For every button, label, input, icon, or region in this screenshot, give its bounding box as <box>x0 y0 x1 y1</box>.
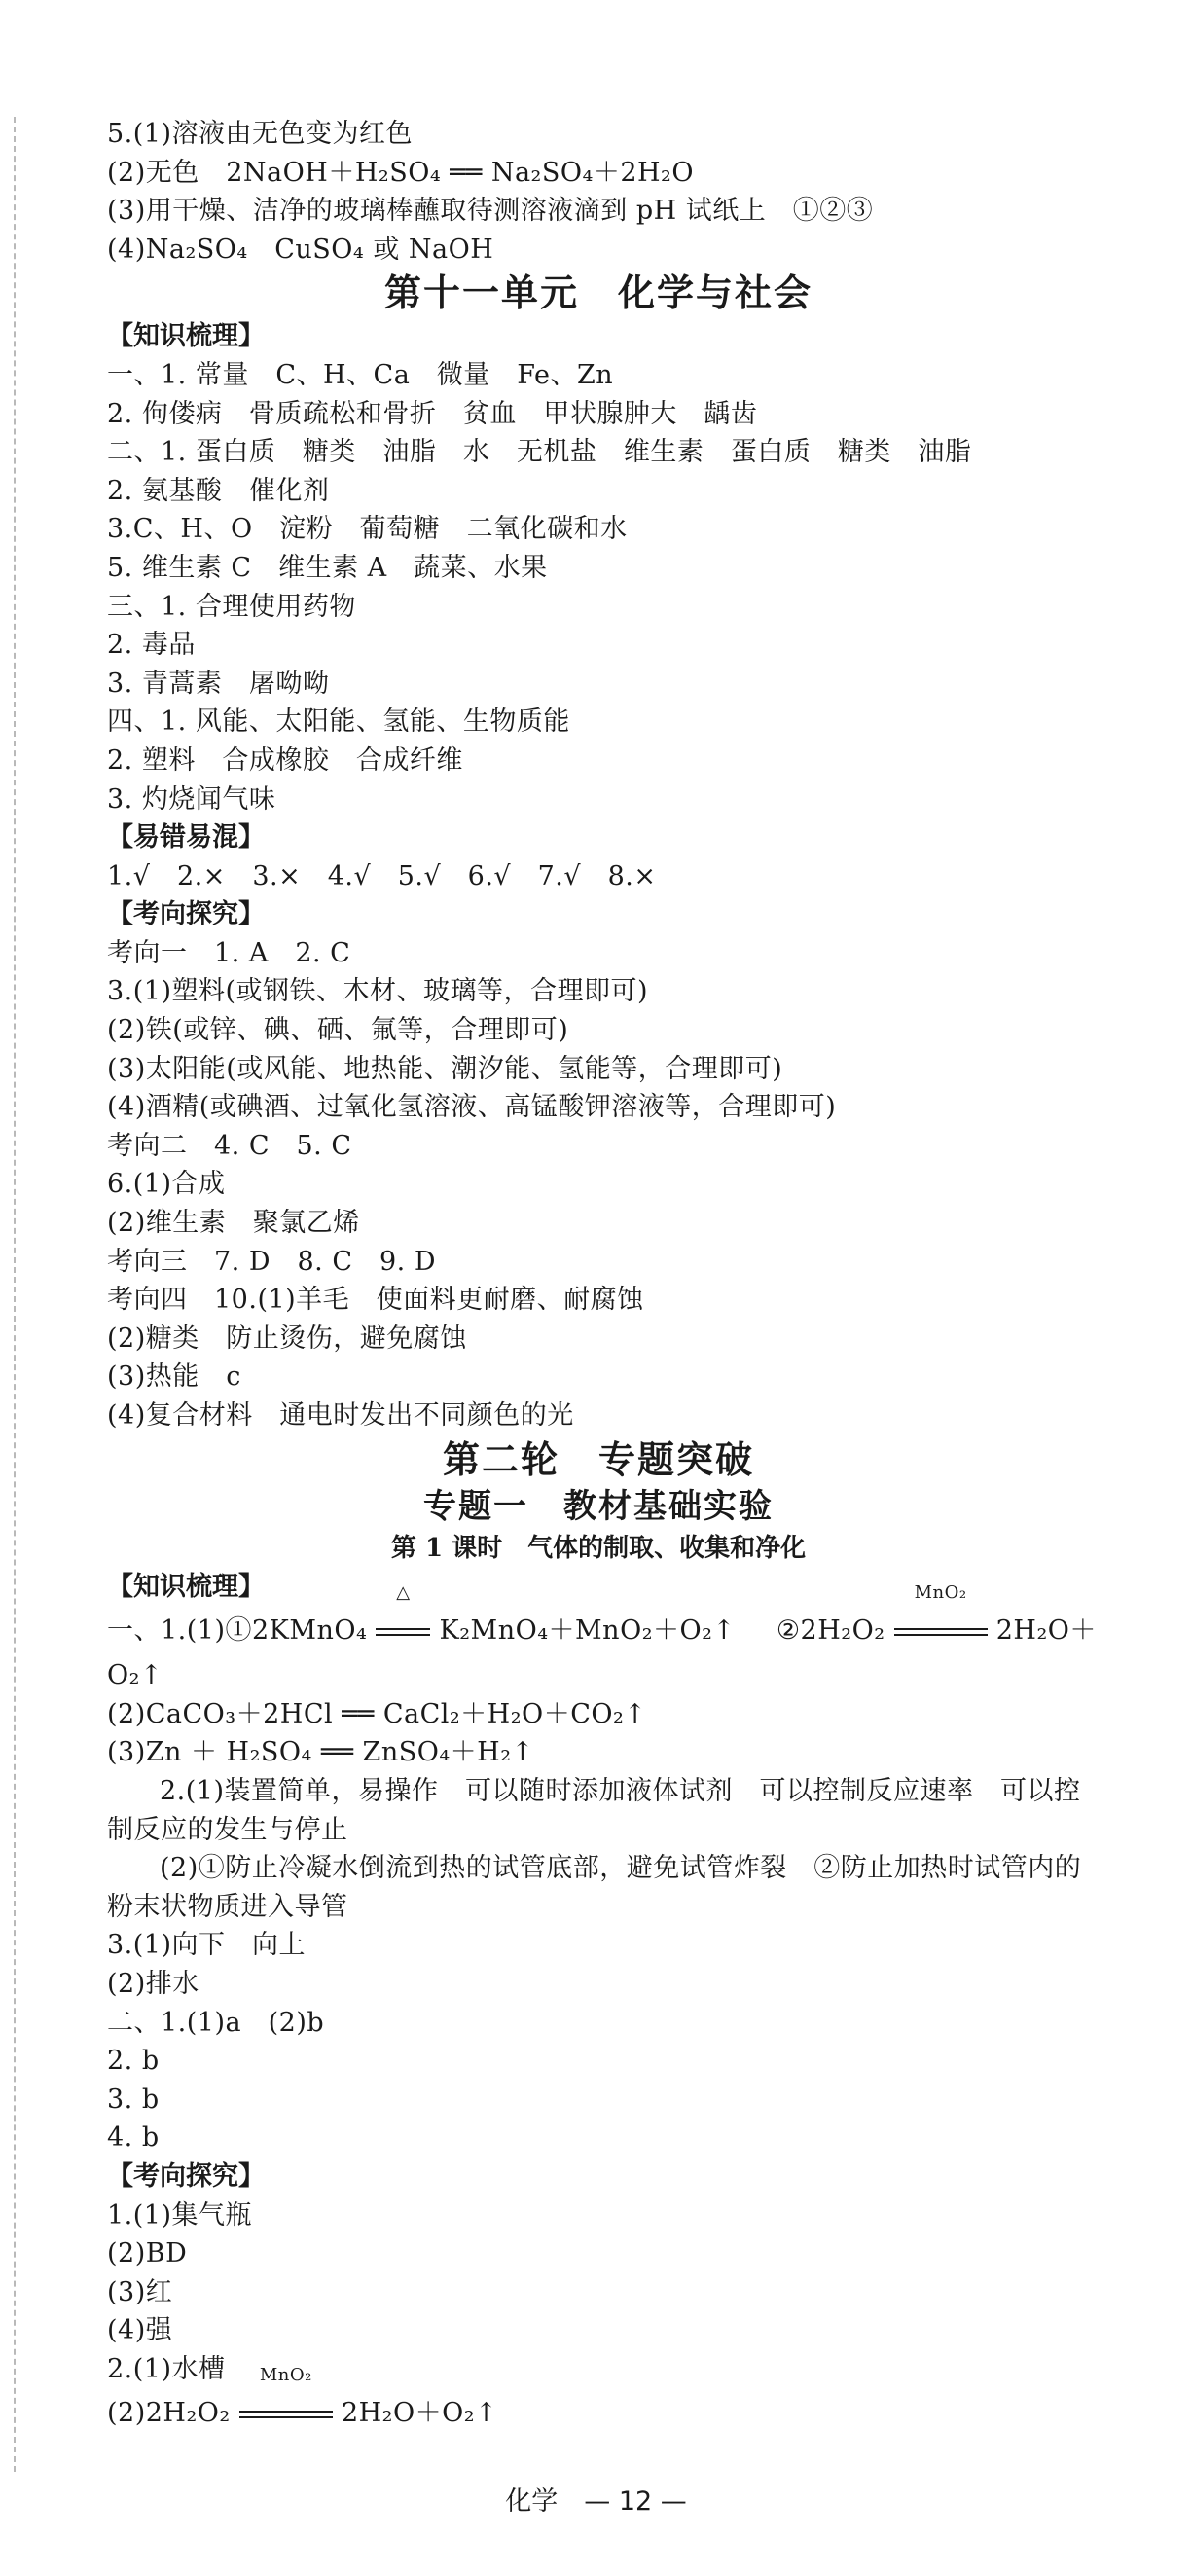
equation-text: 2H₂O＋ <box>995 1615 1097 1647</box>
answer-line: 5.(1)溶液由无色变为红色 <box>107 119 414 149</box>
answer-line: 3. 灼烧闻气味 <box>107 783 276 815</box>
answer-line: 二、1.(1)a (2)b <box>107 2007 325 2038</box>
answer-line: 考向四 10.(1)羊毛 使面料更耐磨、耐腐蚀 <box>107 1285 644 1316</box>
answer-line: (3)红 <box>107 2276 173 2307</box>
answer-line: (3)太阳能(或风能、地热能、潮汐能、氢能等，合理即可) <box>107 1053 783 1084</box>
heat-symbol: △ <box>396 1582 411 1604</box>
answer-line: (2)维生素 聚氯乙烯 <box>107 1208 360 1239</box>
section-heading: 【知识梳理】 <box>107 321 265 352</box>
answer-line: (2)BD <box>107 2238 188 2269</box>
answer-line: 2. 毒品 <box>107 630 196 661</box>
answer-line: (4)复合材料 通电时发出不同颜色的光 <box>107 1400 574 1431</box>
answer-line: 2. 佝偻病 骨质疏松和骨折 贫血 甲状腺肿大 龋齿 <box>107 398 758 429</box>
page-footer: 化学 — 12 — <box>505 2486 687 2517</box>
answer-line: 1.(1)集气瓶 <box>107 2199 253 2231</box>
answer-line: O₂↑ <box>107 1660 163 1691</box>
catalyst-label: MnO₂ <box>914 1582 967 1604</box>
section-heading: 【考向探究】 <box>107 2160 265 2192</box>
catalyst-label: MnO₂ <box>259 2365 312 2386</box>
answer-line: 3.(1)向下 向上 <box>107 1930 307 1961</box>
paragraph-line: 2.(1)装置简单，易操作 可以随时添加液体试剂 可以控制反应速率 可以控 <box>160 1775 1081 1806</box>
answer-line: 三、1. 合理使用药物 <box>107 591 356 622</box>
answer-line: (3)用干燥、洁净的玻璃棒蘸取待测溶液滴到 pH 试纸上 ①②③ <box>107 196 874 227</box>
binding-margin-line <box>14 117 16 2472</box>
equation-text: (2)2H₂O₂ <box>107 2398 231 2429</box>
answer-line: (3)热能 c <box>107 1361 241 1393</box>
topic-title: 专题一 教材基础实验 <box>423 1486 774 1526</box>
answer-line: 3.(1)塑料(或钢铁、木材、玻璃等，合理即可) <box>107 976 649 1007</box>
paragraph-line: (2)①防止冷凝水倒流到热的试管底部，避免试管炸裂 ②防止加热时试管内的 <box>160 1853 1082 1884</box>
reaction-condition <box>239 2365 333 2439</box>
answer-line: (3)Zn ＋ H₂SO₄ ══ ZnSO₄＋H₂↑ <box>107 1737 534 1768</box>
answer-line: 4. b <box>107 2122 160 2154</box>
answer-line: 2. 氨基酸 催化剂 <box>107 475 330 506</box>
equation-text: 一、1.(1)①2KMnO₄ <box>107 1615 368 1647</box>
answer-line: 3.C、H、O 淀粉 葡萄糖 二氧化碳和水 <box>107 514 628 545</box>
equals-sign <box>894 1628 988 1636</box>
equation-text: K₂MnO₄＋MnO₂＋O₂↑ <box>439 1615 736 1647</box>
answer-line: 5. 维生素 C 维生素 A 蔬菜、水果 <box>107 552 548 583</box>
answer-line: 6.(1)合成 <box>107 1169 226 1200</box>
section-heading: 【考向探究】 <box>107 899 265 930</box>
answer-line: (4)强 <box>107 2315 173 2346</box>
answer-line: (2)铁(或锌、碘、硒、氟等，合理即可) <box>107 1015 569 1046</box>
answer-line: (4)酒精(或碘酒、过氧化氢溶液、高锰酸钾溶液等，合理即可) <box>107 1092 837 1123</box>
answer-line: 二、1. 蛋白质 糖类 油脂 水 无机盐 维生素 蛋白质 糖类 油脂 <box>107 437 972 468</box>
answer-line: (4)Na₂SO₄ CuSO₄ 或 NaOH <box>107 234 494 265</box>
equation-text: 2H₂O＋O₂↑ <box>341 2398 498 2429</box>
answer-line: 2.(1)水槽 <box>107 2353 226 2384</box>
answer-line: (2)排水 <box>107 1968 199 1999</box>
answer-line: 2. 塑料 合成橡胶 合成纤维 <box>107 744 463 776</box>
equals-sign <box>239 2411 333 2418</box>
answer-content <box>107 115 1097 2439</box>
paragraph-line: 粉末状物质进入导管 <box>107 1891 348 1922</box>
reaction-condition <box>376 1582 430 1656</box>
answer-line: 3. 青蒿素 屠呦呦 <box>107 668 330 699</box>
answer-line: (2)无色 2NaOH＋H₂SO₄ ══ Na₂SO₄＋2H₂O <box>107 157 695 188</box>
answer-line: (2)CaCO₃＋2HCl ══ CaCl₂＋H₂O＋CO₂↑ <box>107 1698 647 1729</box>
answer-line: 2. b <box>107 2046 160 2077</box>
section-heading: 【知识梳理】 <box>107 1571 265 1602</box>
answer-line: 考向一 1. A 2. C <box>107 937 351 968</box>
unit-title: 第十一单元 化学与社会 <box>383 272 813 315</box>
answer-line: 考向三 7. D 8. C 9. D <box>107 1246 436 1277</box>
round-title: 第二轮 专题突破 <box>442 1437 754 1481</box>
answer-line: 3. b <box>107 2084 160 2115</box>
answer-line: 一、1. 常量 C、H、Ca 微量 Fe、Zn <box>107 359 614 390</box>
section-heading: 【易错易混】 <box>107 822 265 853</box>
answer-line: 1.√ 2.× 3.× 4.√ 5.√ 6.√ 7.√ 8.× <box>107 860 657 891</box>
answer-line: 考向二 4. C 5. C <box>107 1130 352 1161</box>
reaction-condition <box>894 1582 988 1656</box>
paragraph-line: 制反应的发生与停止 <box>107 1814 348 1845</box>
equals-sign <box>376 1628 430 1636</box>
equation-text: ②2H₂O₂ <box>776 1615 885 1647</box>
lesson-title: 第 1 课时 气体的制取、收集和净化 <box>390 1533 807 1563</box>
answer-line: (2)糖类 防止烫伤，避免腐蚀 <box>107 1323 467 1354</box>
answer-line: 四、1. 风能、太阳能、氢能、生物质能 <box>107 707 570 738</box>
